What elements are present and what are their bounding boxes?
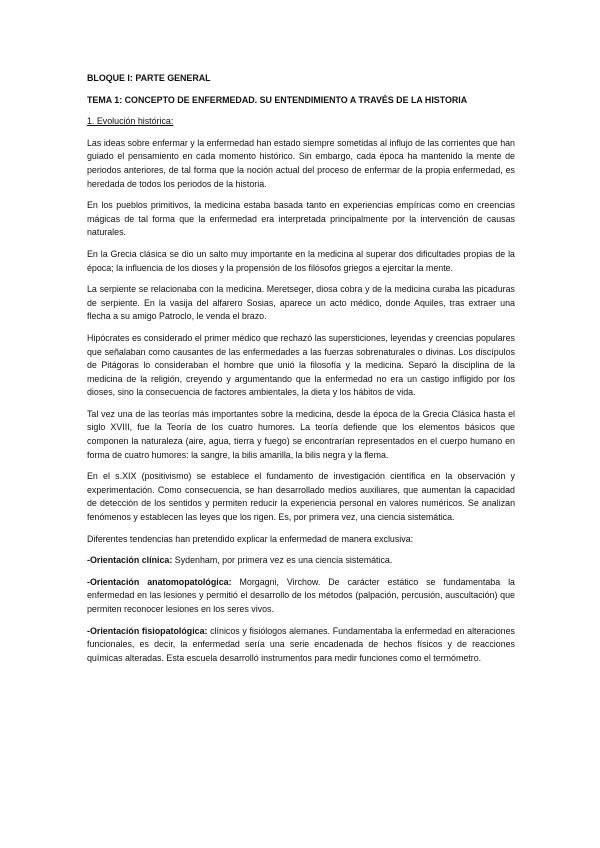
orientation-lead: -Orientación clínica:	[87, 555, 173, 566]
orientation-text: Sydenham, por primera vez es una ciencia sistemática.	[172, 555, 393, 566]
paragraph: Las ideas sobre enfermar y la enfermedad han estado siempre sometidas al influjo de las corrientes que han guiado el pensamiento en cada momento histórico. Sin embargo, cada época ha mantenido la mente de periodos anteriores, de tal forma que la noción actual del proceso de enfermar de la propia enfermedad, es heredada de todos los periodos de la historia.	[87, 137, 515, 189]
paragraph: Tal vez una de las teorías más importantes sobre la medicina, desde la época de la Grecia Clásica hasta el siglo XVIII, fue la Teoría de los cuatro humores. La teoría defiende que los elementos básicos que componen la naturaleza (aire, agua, tierra y fuego) se encontrarían representados en el cuerpo humano en forma de cuatro humores: la sangre, la bilis amarilla, la bilis negra y la flema.	[87, 408, 515, 460]
paragraph: En la Grecia clásica se dio un salto muy importante en la medicina al superar dos dificultades propias de la época; la influencia de los dioses y la propensión de los filósofos griegos a ejercitar la mente.	[87, 248, 515, 273]
orientation-text: Morgagni, Virchow. De carácter estático se fundamentaba la enfermedad en las lesiones y permitió el desarrollo de los métodos (palpación, percusión, auscultación) que permiten reconocer lesiones en los seres vivos.	[87, 576, 515, 614]
paragraph: Diferentes tendencias han pretendido explicar la enfermedad de manera exclusiva:	[87, 533, 414, 544]
orientation-item-anatomopatologica	[87, 576, 515, 617]
orientation-item-clinica	[87, 554, 515, 568]
paragraph: La serpiente se relacionaba con la medicina. Meretseger, diosa cobra y de la medicina curaba las picaduras de serpiente. En la vasija del alfarero Sosias, aparece un acto médico, donde Aquiles, tras extraer una flecha a su amigo Patroclo, le venda el brazo.	[87, 284, 515, 322]
paragraph: En el s.XIX (positivismo) se establece el fundamento de investigación científica en la observación y experimentación. Como consecuencia, se han desarrollado medios auxiliares, que aumentan la capacidad de detección de los sentidos y permiten reducir la experiencia personal en valores numéricos. Se analizan fenómenos y establecen las leyes que los rigen. Es, por primera vez, una ciencia sistemática.	[87, 471, 515, 523]
orientation-lead: -Orientación fisiopatológica:	[87, 625, 208, 636]
section-title: 1. Evolución histórica:	[87, 116, 174, 127]
topic-title: TEMA 1: CONCEPTO DE ENFERMEDAD. SU ENTENDIMIENTO A TRAVÉS DE LA HISTORIA	[87, 94, 468, 105]
orientation-lead: -Orientación anatomopatológica:	[87, 576, 232, 587]
paragraph: Hipócrates es considerado el primer médico que rechazó las supersticiones, leyendas y creencias populares que señalaban como causantes de las enfermedades a las fuerzas sobrenaturales o divinas. Los discípulos de Pitágoras lo consideraban el hombre que unió la filosofía y la medicina. Separó la disciplina de la medicina de la religión, creyendo y argumentando que la enfermedad no era un castigo infligido por los dioses, sino la consecuencia de factores ambientales, la dieta y los hábitos de vida.	[87, 332, 515, 398]
orientation-text: clínicos y fisiólogos alemanes. Fundamentaba la enfermedad en alteraciones funcionales, es decir, la enfermedad sería una serie encadenada de hechos físicos y de reacciones químicas alteradas. Esta escuela desarrolló instrumentos para medir funciones como el termómetro.	[87, 625, 515, 663]
block-title: BLOQUE I: PARTE GENERAL	[87, 73, 211, 83]
orientation-item-fisiopatologica	[87, 625, 515, 666]
document-page	[87, 72, 515, 673]
paragraph: En los pueblos primitivos, la medicina estaba basada tanto en experiencias empíricas como en creencias mágicas de tal forma que la enfermedad era interpretada principalmente por la intervención de causas naturales.	[87, 200, 515, 238]
